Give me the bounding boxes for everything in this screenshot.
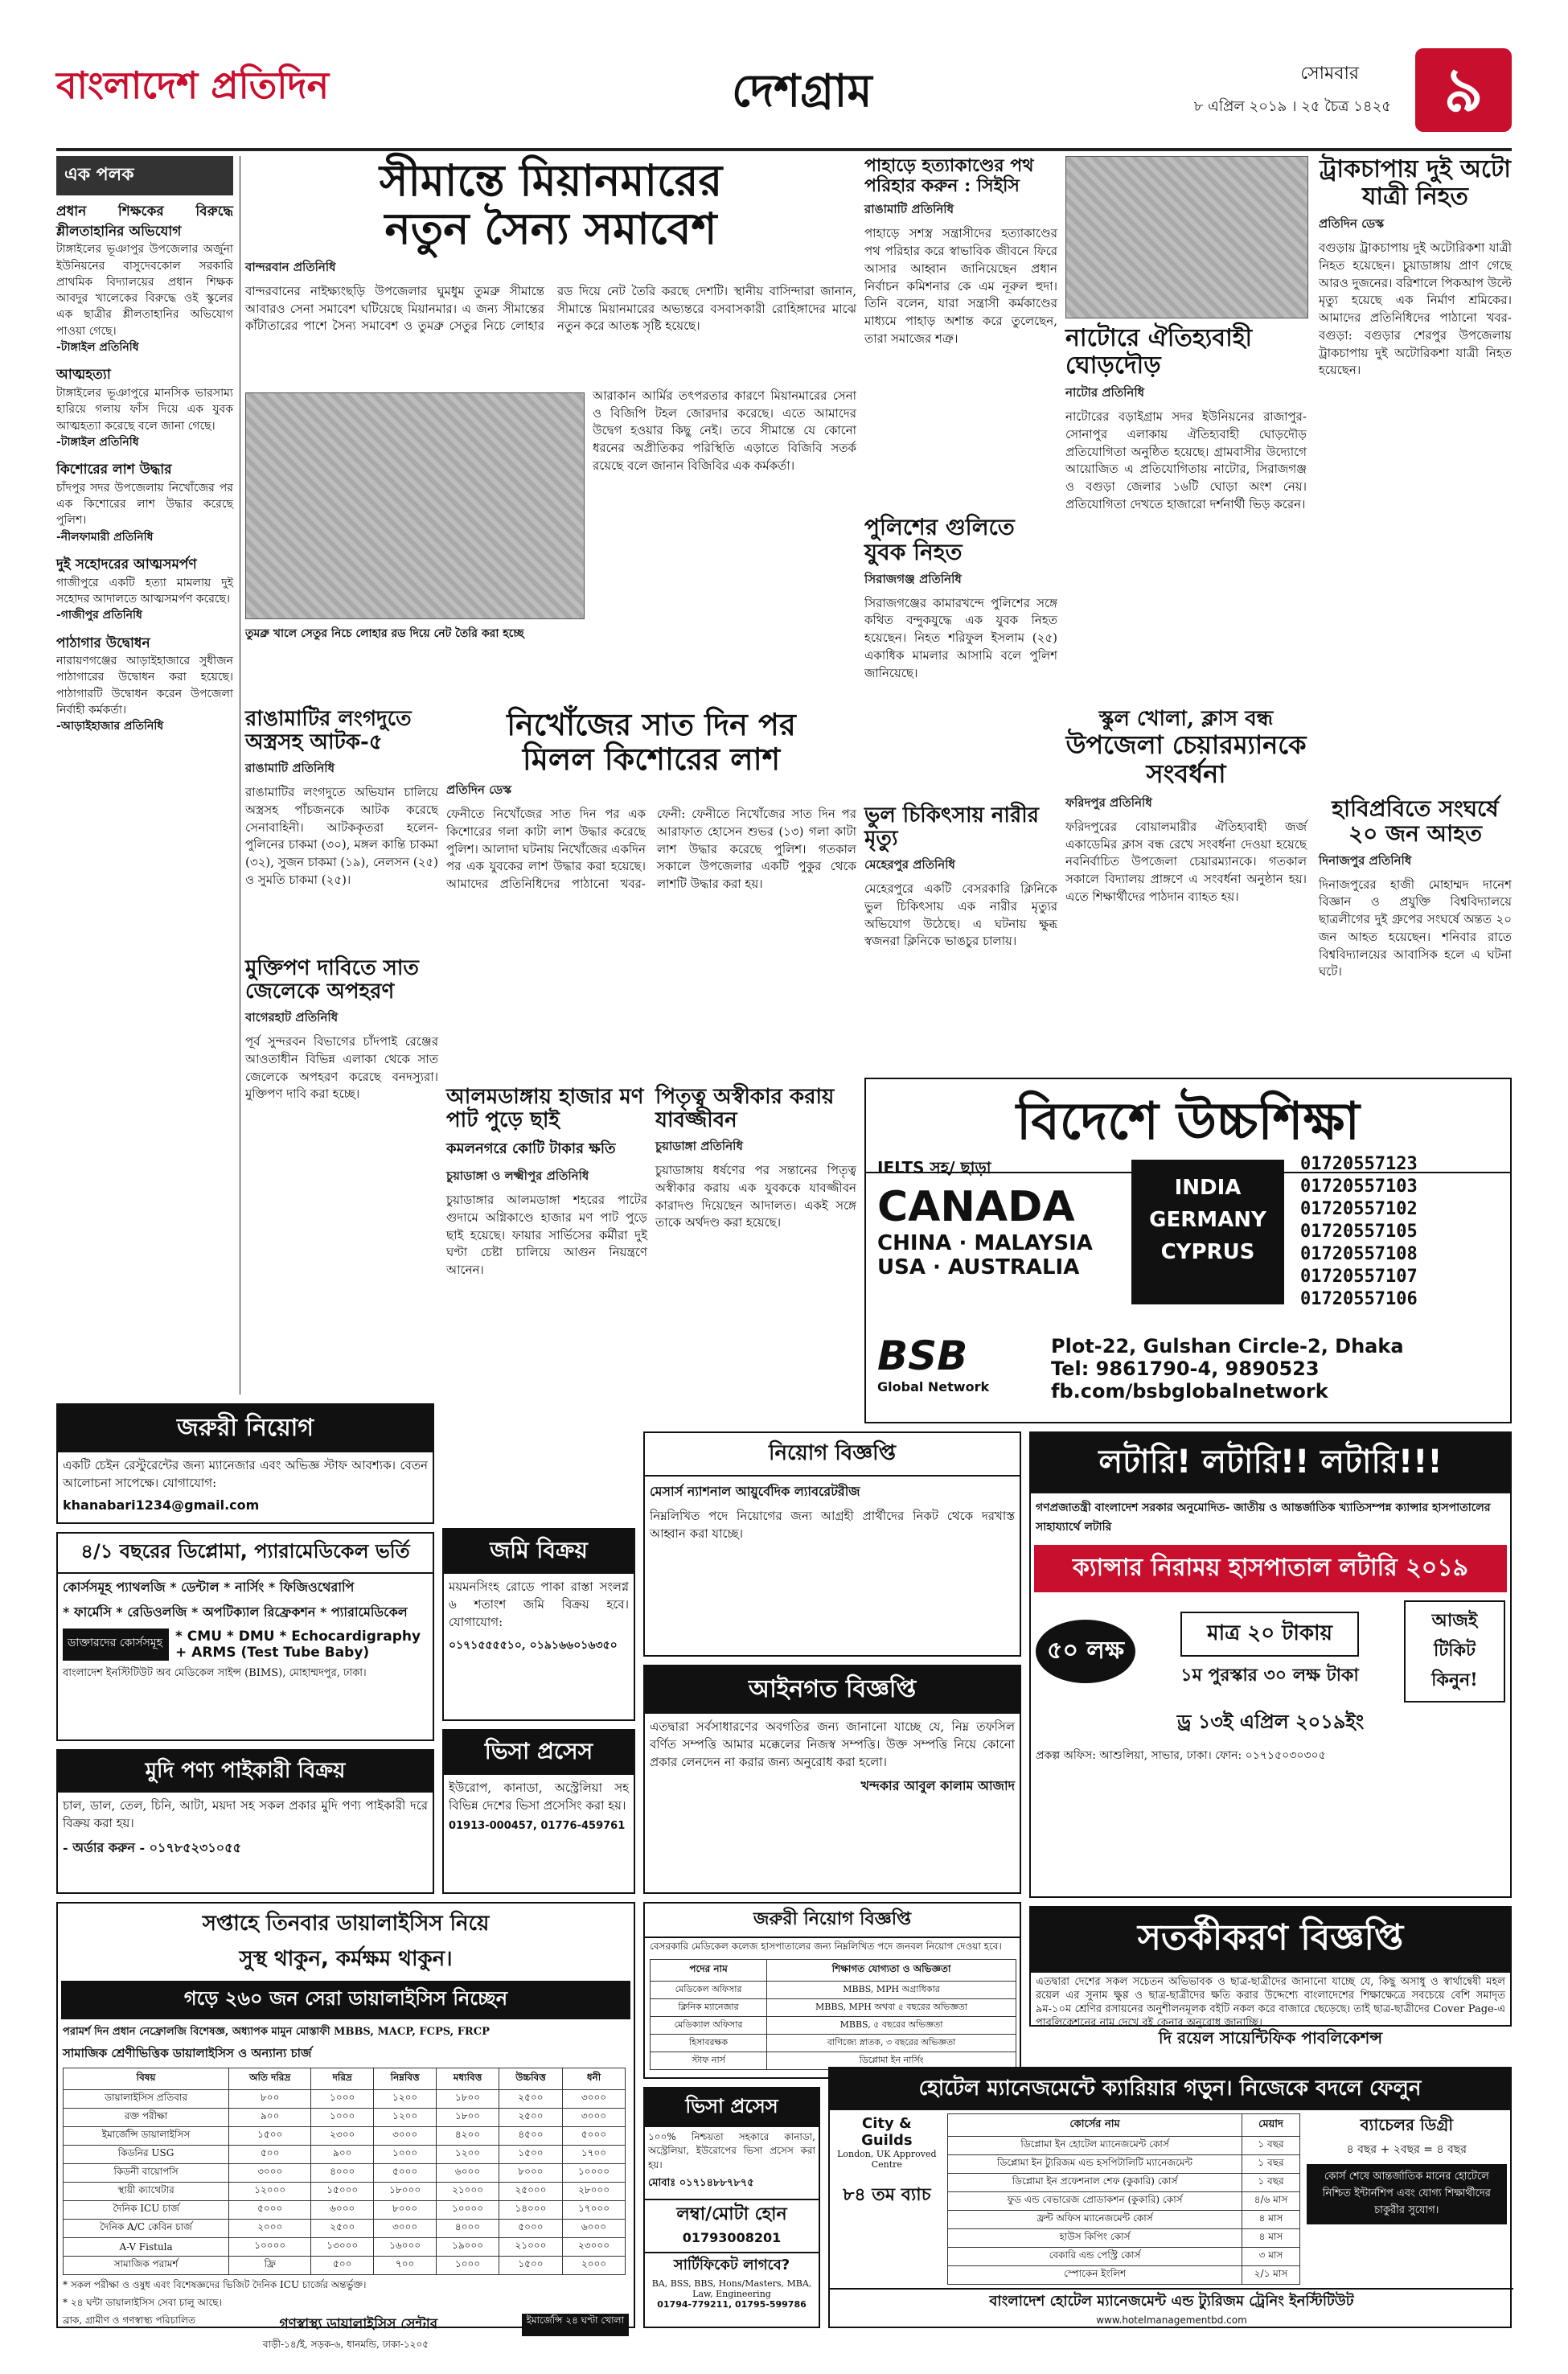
table-cell: ২৩০০০ — [563, 2238, 626, 2257]
table-row — [947, 2229, 1299, 2248]
table-row — [64, 2127, 626, 2146]
masthead — [56, 48, 1512, 145]
table-cell: ২০০০ — [229, 2220, 311, 2238]
table-cell: সামাজিক পরামর্শ — [64, 2257, 229, 2275]
ek-polok-label: এক পলক — [56, 156, 233, 195]
table-cell: ৫০০০ — [229, 2201, 311, 2220]
page-number: ৯ — [1415, 48, 1512, 132]
table-cell: ৬০০০ — [311, 2201, 374, 2220]
table-row — [947, 2192, 1299, 2211]
lead-body: বান্দরবানের নাইক্ষ্যংছড়ি উপজেলার ঘুমধুম তুমব্রু সীমান্তে আবারও সেনা সমাবেশ ঘটিয়েছে মিয়ানমার। এ জন্য সীমান্তের কাঁটাতারের পাশে সৈন্য সমাবেশ ও তুমব্রু সেতুর নিচে লোহার রড দিয়ে নেট তৈরি করছে দেশটি। স্থানীয় বাসিন্দারা জানান, সীমান্তে মিয়ানমারের অভ্যন্তরে বসবাসকারী রোহিঙ্গাদের মাঝে নতুন করে আতঙ্ক সৃষ্টি হয়েছে। — [245, 283, 856, 334]
table-cell: ১২০০ — [437, 2146, 499, 2164]
ad-bideshe: বিদেশে উচ্চশিক্ষা IELTS সহ/ ছাড়া CANADA CHINA · MALAYSIA USA · AUSTRALIA INDIA GERMANY CYPRUS 01720557123 01720557103 01720557102 01720557105 01720557108 01720557107 01720557106 BSB Global Network Plot-22, Gulshan Circle-2, Dhaka Tel: 9861790-4, 9890523 fb.com/bsbglobalnetwork — [864, 1078, 1512, 1423]
table-row — [651, 1982, 1016, 1999]
table-cell: ২৫০০ — [499, 2090, 562, 2109]
table-cell: ৫০০০ — [563, 2127, 626, 2146]
table-row — [64, 2220, 626, 2238]
table-cell: হাউস কিপিং কোর্স — [947, 2229, 1242, 2248]
table-cell: কিডনী বায়োপসি — [64, 2164, 229, 2183]
table-cell: বাণিজ্যে স্নাতক, ৩ বছরের অভিজ্ঞতা — [767, 2035, 1016, 2052]
table-header: বিষয় — [64, 2068, 229, 2090]
table-cell: ডিপ্লোমা ইন ট্যুরিজম এন্ড হসপিটালিটি ম্যানেজমেন্ট — [947, 2155, 1242, 2174]
table-cell: ১ বছর — [1242, 2155, 1299, 2174]
section-name: দেশগ্রাম — [732, 64, 872, 117]
table-cell: ইমার্জেন্সি ডায়ালাইসিস — [64, 2127, 229, 2146]
list-item: দুই সহোদরের আত্মসমর্পণ গাজীপুরে একটি হত্যা মামলায় দুই সহোদর আদালতে আত্মসমর্পণ করেছে। -গাজীপুর প্রতিনিধি — [56, 557, 233, 622]
story-alamdanga: আলমডাঙ্গায় হাজার মণ পাট পুড়ে ছাই কমলনগরে কোটি টাকার ক্ষতি চুয়াডাঙ্গা ও লক্ষ্মীপুর প্রতিনিধি চুয়াডাঙ্গার আলমডাঙ্গা শহরের পাটের গুদামে অগ্নিকাণ্ডে হাজার মণ পাট পুড়ে ছাই হয়েছে। ফায়ার সার্ভিসের কর্মীরা দুই ঘণ্টা চেষ্টা চালিয়ে আগুন নিয়ন্ত্রণে আনেন। — [446, 1085, 647, 1278]
table-cell: ৮০০০ — [374, 2201, 437, 2220]
table-cell: ক্লিনিক ম্যানেজার — [651, 1999, 767, 2017]
horse-race-photo — [1065, 156, 1308, 318]
ad-sotorkikoron: সতর্কীকরণ বিজ্ঞপ্তি এতদ্বারা দেশের সকল সচেতন অভিভাবক ও ছাত্র-ছাত্রীদের জানানো যাচ্ছে যে, কিছু অসাধু ও স্বার্থান্বেষী মহল রয়েল এর সুনাম ক্ষুণ্ণ ও ছাত্র-ছাত্রীদের ক্ষতি করার উদ্দেশ্যে বাংলাদেশের শিক্ষাক্ষেত্রে সবচেয়ে বেশি সমাদৃত ৯ম-১০ম শ্রেণির রসায়নের অনুশীলনমূলক বইটি নকল করে বাজারে ছেড়েছে। তাই ছাত্র-ছাত্রীদের Cover Page-এ পাবলিকেশনের নাম দেখে বই কেনার অনুরোধ জানাচ্ছি। — [1029, 1906, 1512, 2027]
table-cell: হিসাবরক্ষক — [651, 2035, 767, 2052]
ad-mudi: মুদি পণ্য পাইকারী বিক্রয় চাল, ডাল, তেল, চিনি, আটা, ময়দা সহ সকল প্রকার মুদি পণ্য পাইকারী দরে বিক্রয় করা হয়। - অর্ডার করুন - ০১৭৮৫২৩১০৫৫ — [56, 1749, 434, 1894]
table-cell: ফ্রন্ট অফিস ম্যানেজমেন্ট কোর্স — [947, 2211, 1242, 2229]
photo-caption: তুমব্রু খালে সেতুর নিচে লোহার রড দিয়ে নেট তৈরি করা হচ্ছে — [245, 626, 524, 640]
table-cell: ৩০০০ — [563, 2090, 626, 2109]
table-cell: ৬০০০ — [563, 2220, 626, 2238]
table-cell: মেডিক্যাল অফিসার — [651, 2017, 767, 2035]
table-cell: ১৫০০ — [499, 2257, 562, 2275]
table-cell: ২৮০০০ — [563, 2183, 626, 2201]
ad-dialysis: সপ্তাহে তিনবার ডায়ালাইসিস নিয়ে সুস্থ থাকুন, কর্মক্ষম থাকুন। গড়ে ২৬০ জন সেরা ডায়ালাইসিস নিচ্ছেন পরামর্শ দিন প্রধান নেফ্রোলজি বিশেষজ্ঞ, অধ্যাপক মামুন মোস্তাফী MBBS, MACP, FCPS, FRCP সামাজিক শ্রেণীভিত্তিক ডায়ালাইসিস ও অন্যান্য চার্জ বিষয় অতি দরিদ্র দরিদ্র নিম্নবিত্ত মধ্যবিত্ত উচ্চবিত্ত ধনী ডায়ালাইসিস প্রতিবার ৮০০ ১০০০ ১২০০ ১৮০০ ২৫০০ ৩০০০ রক্ত পরীক্ষা ৯০০ ১০০০ ১২০০ ১৮০০ ২৫০০ ৩০০০ ইমার্জেন্সি ডায়ালাইসিস ১৫০০ ২৩০০ ৩০০০ ৪২০০ ৪৫০০ ৫০০০ কিডনির USG ৫০০ ৯০০ ১০০০ ১২০০ ১৫০০ ১৭০০ কিডনী বায়োপসি ৩০০০ ৪০০০ ৫০০০ ৬০০০ ৮০০০ ১০০০০ স্থায়ী ক্যাথেটার ১২০০০ ১৫০০০ ১৮০০০ ২১০০০ ২৫০০০ ২৮০০০ দৈনিক ICU চার্জ ৫০০০ ৬০০০ ৮০০০ ১০০০০ ১৪০০০ ১৭০০০ দৈনিক A/C কেবিন চার্জ ২০০০ ২৫০০ ৩০০০ ৪০০০ ৫০০০ ৬০০০ A-V Fistula ১০০০০ ১৩০০০ ১৬০০০ ১৯০০০ ২১০০০ ২৩০০০ সামাজিক পরামর্শ ফ্রি ৫০০ ৭০০ ১০০০ ১৫০০ ২০০০ * সকল পরীক্ষা ও ওষুধ এবং বিশেষজ্ঞদের ভিজিট দৈনিক ICU চার্জের অন্তর্ভুক্ত। * ২৪ ঘন্টা ডায়ালাইসিস সেবা চালু আছে। ব্রাক, গ্রামীণ ও গণস্বাস্থ্য পরিচালিত গণস্বাস্থ্য ডায়ালাইসিস সেন্টার ইমার্জেন্সি ২৪ ঘণ্টা খোলা বাড়ী-১৪/ই, সড়ক-৬, ধানমন্ডি, ঢাকা-১২০৫ — [56, 1902, 635, 2328]
table-cell: ১৯০০০ — [437, 2238, 499, 2257]
ad-niyog-biggopti: নিয়োগ বিজ্ঞপ্তি মেসার্স ন্যাশনাল আয়ুর্বেদিক ল্যাবরেটরীজ নিম্নলিখিত পদে নিয়োগের জন্য আগ্রহী প্রার্থীদের নিকট থেকে দরখাস্ত আহ্বান করা যাচ্ছে। — [643, 1431, 1021, 1657]
story-trackchapa: ট্রাকচাপায় দুই অটো যাত্রী নিহত প্রতিদিন ডেস্ক বগুড়ায় ট্রাকচাপায় দুই অটোরিকশা যাত্রী নিহত হয়েছেন। চুয়াডাঙ্গায় প্রাণ গেছে আরও দুজনের। বরিশালে পিকআপ উল্টে মৃত্যু হয়েছে এক নির্মাণ শ্রমিকের। আমাদের প্রতিনিধিদের পাঠানো খবর- বগুড়া: বগুড়ার শেরপুর উপজেলায় ট্রাকচাপায় দুই অটোরিকশা যাত্রী নিহত হয়েছেন। — [1319, 155, 1512, 378]
table-cell: ১৮০০০ — [374, 2183, 437, 2201]
ad-visa-2: ভিসা প্রসেস ১০০% নিশ্চয়তা সহকারে কানাডা, অস্ট্রেলিয়া, ইউরোপের ভিসা প্রসেস করা হয়। মোবাঃ ০১৭১৪৮৮৭৮৭৫ লম্বা/মোটা হোন 01793008201 সার্টিফিকেট লাগবে? BA, BSS, BBS, Hons/Masters, MBA, Law, Engineering 01794-779211, 01795-599786 — [643, 2087, 820, 2328]
day: সোমবার — [1300, 64, 1359, 84]
table-cell: স্টাফ নার্স — [651, 2052, 767, 2070]
ek-polok-column — [56, 156, 233, 1394]
table-cell: দৈনিক ICU চার্জ — [64, 2201, 229, 2220]
story-cec: পাহাড়ে হত্যাকাণ্ডের পথ পরিহার করুন : সিইসি রাঙামাটি প্রতিনিধি পাহাড়ে সশস্ত্র সন্ত্রাসীদের হত্যাকাণ্ডের পথ পরিহার করে স্বাভাবিক জীবনে ফিরে আসার আহ্বান জানিয়েছেন প্রধান নির্বাচন কমিশনার কে এম নূরুল হুদা। তিনি বলেন, যারা সন্ত্রাসী কর্মকাণ্ডের মাধ্যমে পাহাড় অশান্ত করে তুলেছেন, তারা সমাজের শত্রু। — [864, 155, 1057, 346]
ad-diploma: ৪/১ বছরের ডিপ্লোমা, প্যারামেডিকেল ভর্তি কোর্সসমূহ প্যাথলজি * ডেন্টাল * নার্সিং * ফিজিওথেরাপি * ফার্মেসি * রেডিওলজি * অপটিক্যাল রিফ্রেকশন * প্যারামেডিকেল ডাক্তারদের কোর্সসমূহ * CMU * DMU * Echocardigraphy + ARMS (Test Tube Baby) বাংলাদেশ ইনস্টিটিউট অব মেডিকেল সাইন্স (BIMS), মোহাম্মদপুর, ঢাকা। — [56, 1532, 434, 1741]
story-kishore: নিখোঁজের সাত দিন পর মিলল কিশোরের লাশ প্রতিদিন ডেস্ক ফেনীতে নিখোঁজের সাত দিন পর এক কিশোরের গলা কাটা লাশ উদ্ধার করেছে পুলিশ। আলাদা ঘটনায় নিখোঁজের একদিন পর এক যুবকের লাশ উদ্ধার করা হয়েছে। আমাদের প্রতিনিধিদের পাঠানো খবর- ফেনী: ফেনীতে নিখোঁজের সাত দিন পর আরাফাত হোসেন শুভর (১৩) গলা কাটা লাশ উদ্ধার করেছে পুলিশ। গতকাল সকালে উপজেলার একটি পুকুর থেকে লাশটি উদ্ধার করা হয়। — [446, 706, 856, 892]
table-cell: ৭০০ — [374, 2257, 437, 2275]
table-cell: মেডিকেল অফিসার — [651, 1982, 767, 1999]
table-cell: ১৭০০০ — [563, 2201, 626, 2220]
table-row — [947, 2211, 1299, 2229]
lead-photo — [245, 392, 585, 619]
table-cell: ১৫০০০ — [311, 2183, 374, 2201]
table-cell: ২১০০০ — [437, 2183, 499, 2201]
table-cell: ৪ মাস — [1242, 2229, 1299, 2248]
table-cell: ডায়ালাইসিস প্রতিবার — [64, 2090, 229, 2109]
story-mukti: মুক্তিপণ দাবিতে সাত জেলেকে অপহরণ বাগেরহাট প্রতিনিধি পূর্ব সুন্দরবন বিভাগের চাঁদপাই রেঞ্জের আওতাধীন বিভিন্ন এলাকা থেকে সাত জেলেকে অপহরণ করেছে বনদস্যুরা। মুক্তিপণ দাবি করা হচ্ছে। — [245, 956, 438, 1102]
table-cell: দৈনিক A/C কেবিন চার্জ — [64, 2220, 229, 2238]
table-header: দরিদ্র — [311, 2068, 374, 2090]
niyog-table: পদের নাম শিক্ষাগত যোগ্যতা ও অভিজ্ঞতা মেডিকেল অফিসার MBBS, MPH অগ্রাধিকার ক্লিনিক ম্যানেজার MBBS, MPH অথবা ৫ বছরের অভিজ্ঞতা মেডিক্যাল অফিসার MBBS, ৫ বছরের অভিজ্ঞতা হিসাবরক্ষক বাণিজ্যে স্নাতক, ৩ বছরের অভিজ্ঞতা স্টাফ নার্স ডিপ্লোমা ইন নার্সিং — [650, 1959, 1016, 2070]
story-pitritto: পিতৃত্ব অস্বীকার করায় যাবজ্জীবন চুয়াডাঙ্গা প্রতিনিধি চুয়াডাঙ্গায় ধর্ষণের পর সন্তানের পিতৃত্ব অস্বীকার করায় এক যুবককে যাবজ্জীবন কারাদণ্ড দিয়েছেন আদালত। একই সঙ্গে তাকে অর্থদণ্ড করা হয়েছে। — [655, 1085, 856, 1230]
table-cell: রক্ত পরীক্ষা — [64, 2109, 229, 2127]
table-cell: স্পোকেন ইংলিশ — [947, 2266, 1242, 2285]
story-hobiprovite: হাবিপ্রবিতে সংঘর্ষে ২০ জন আহত দিনাজপুর প্রতিনিধি দিনাজপুরের হাজী মোহাম্মদ দানেশ বিজ্ঞান ও প্রযুক্তি বিশ্ববিদ্যালয়ে ছাত্রলীগের দুই গ্রুপের সংঘর্ষে অন্তত ২০ জন আহত হয়েছেন। শনিবার রাতে বিশ্ববিদ্যালয়ের আবাসিক হলে এ ঘটনা ঘটে। — [1319, 795, 1512, 980]
table-cell: ১৬০০০ — [374, 2238, 437, 2257]
story-bhul: ভুল চিকিৎসায় নারীর মৃত্যু মেহেরপুর প্রতিনিধি মেহেরপুরে একটি বেসরকারি ক্লিনিকে ভুল চিকিৎসায় এক নারীর মৃত্যুর অভিযোগ উঠেছে। এ ঘটনায় ক্ষুব্ধ স্বজনরা ক্লিনিকে ভাঙচুর চালায়। — [864, 803, 1057, 949]
table-row — [947, 2174, 1299, 2192]
table-cell: ডিপ্লোমা ইন নার্সিং — [767, 2052, 1016, 2070]
table-cell: ৪০০০ — [437, 2220, 499, 2238]
table-header: অতি দরিদ্র — [229, 2068, 311, 2090]
table-cell: ৫০০ — [229, 2146, 311, 2164]
table-cell: ডিপ্লোমা ইন হোটেল ম্যানেজমেন্ট কোর্স — [947, 2137, 1242, 2155]
table-row — [64, 2164, 626, 2183]
table-cell: ২৫০০ — [311, 2220, 374, 2238]
table-cell: ১ বছর — [1242, 2137, 1299, 2155]
byline: বান্দরবান প্রতিনিধি — [245, 259, 336, 274]
table-cell: ৪/৬ মাস — [1242, 2192, 1299, 2211]
table-cell: ৪২০০ — [437, 2127, 499, 2146]
table-cell: ১০০০ — [437, 2257, 499, 2275]
table-row — [947, 2137, 1299, 2155]
ad-ainagoto: আইনগত বিজ্ঞপ্তি এতদ্বারা সর্বসাধারণের অবগতির জন্য জানানো যাচ্ছে যে, নিম্ন তফসিল বর্ণিত সম্পত্তি আমার মক্কেলের নিজস্ব সম্পত্তি। উক্ত সম্পত্তি নিয়ে কোনো প্রকার লেনদেন না করার জন্য অনুরোধ করা হলো। খন্দকার আবুল কালাম আজাদ — [643, 1665, 1021, 1894]
ad-jaruri-niyog: জরুরী নিয়োগ একটি চেইন রেস্টুরেন্টের জন্য ম্যানেজার এবং অভিজ্ঞ স্টাফ আবশ্যক। বেতন আলোচনা সাপেক্ষে। যোগাযোগ: khanabari1234@gmail.com — [56, 1403, 434, 1524]
table-cell: ৫০০০ — [374, 2164, 437, 2183]
table-cell: ১২০০ — [374, 2090, 437, 2109]
lead-story — [245, 156, 856, 703]
table-cell: ৪০০০ — [311, 2164, 374, 2183]
date: ৮ এপ্রিল ২০১৯ । ২৫ চৈত্র ১৪২৫ — [1193, 98, 1391, 115]
table-cell: ৩ মাস — [1242, 2248, 1299, 2266]
table-cell: ৫০০০ — [499, 2220, 562, 2238]
ad-visa-1: ভিসা প্রসেস ইউরোপ, কানাডা, অস্ট্রেলিয়া সহ বিভিন্ন দেশের ভিসা প্রসেসিং করা হয়। 01913-000457, 01776-459761 — [442, 1729, 635, 1894]
ad-sotorkikoron-footer: দি রয়েল সায়েন্টিফিক পাবলিকেশন্স — [1158, 2028, 1383, 2047]
table-cell: ১০০০ — [374, 2146, 437, 2164]
masthead-logo — [56, 58, 394, 122]
table-cell: ১৭০০ — [563, 2146, 626, 2164]
table-cell: ২৫০০০ — [499, 2183, 562, 2201]
table-row — [64, 2146, 626, 2164]
table-row — [64, 2257, 626, 2275]
table-row — [64, 2183, 626, 2201]
table-cell: ফুড এন্ড বেভারেজ প্রোডাকশন (কুকারি) কোর্স — [947, 2192, 1242, 2211]
table-cell: ১৪০০০ — [499, 2201, 562, 2220]
table-cell: স্থায়ী ক্যাথেটার — [64, 2183, 229, 2201]
table-cell: ৬০০০ — [437, 2164, 499, 2183]
dialysis-table — [63, 2068, 626, 2275]
table-row — [64, 2201, 626, 2220]
table-cell: MBBS, ৫ বছরের অভিজ্ঞতা — [767, 2017, 1016, 2035]
table-row — [947, 2248, 1299, 2266]
table-cell: ১০০০০ — [229, 2238, 311, 2257]
list-item: প্রধান শিক্ষকের বিরুদ্ধে শ্লীলতাহানির অভিযোগ টাঙ্গাইলের ভূঞাপুর উপজেলার অর্জুনা ইউনিয়নের বাসুদেবকোল সরকারি প্রাথমিক বিদ্যালয়ের প্রধান শিক্ষক আবদুর খালেকের বিরুদ্ধে ওই স্কুলের এক ছাত্রীর শ্লীলতাহানির অভিযোগ পাওয়া গেছে। -টাঙ্গাইল প্রতিনিধি — [56, 203, 233, 355]
ad-lottery: লটারি! লটারি!! লটারি!!! গণপ্রজাতন্ত্রী বাংলাদেশ সরকার অনুমোদিত- জাতীয় ও আন্তর্জাতিক খ্যাতিসম্পন্ন ক্যান্সার হাসপাতালের সাহায্যার্থে লটারি ক্যান্সার নিরাময় হাসপাতাল লটারি ২০১৯ ৫০ লক্ষ মাত্র ২০ টাকায় ১ম পুরস্কার ৩০ লক্ষ টাকা আজই টিকিট কিনুন! ড্র ১৩ই এপ্রিল ২০১৯ইং প্রকল্প অফিস: আশুলিয়া, সাভার, ঢাকা। ফোন: ০১৭১৫০৩০৩০৫ — [1029, 1431, 1512, 1898]
table-cell: ২/১ মাস — [1242, 2266, 1299, 2285]
table-row — [947, 2155, 1299, 2174]
table-cell: ১০০০ — [311, 2109, 374, 2127]
table-cell: ২০০০ — [563, 2257, 626, 2275]
ad-jomi: জমি বিক্রয় ময়মনসিংহ রোডে পাকা রাস্তা সংলগ্ন ৬ শতাংশ জমি বিক্রয় হবে। যোগাযোগ: ০১৭১৫৫৫৫১০, ০১৯১৬৬০১৬৩৫০ — [442, 1528, 635, 1721]
table-row — [651, 2017, 1016, 2035]
table-cell: বেকারি এন্ড পেস্ট্রি কোর্স — [947, 2248, 1242, 2266]
logo-text: বাংলাদেশ প্রতিদিন — [56, 64, 330, 107]
ad-jaruri-niyog-2: জরুরী নিয়োগ বিজ্ঞপ্তি বেসরকারি মেডিকেল কলেজ হাসপাতালের জন্য নিম্নলিখিত পদে জনবল নিয়োগ দেওয়া হবে। পদের নাম শিক্ষাগত যোগ্যতা ও অভিজ্ঞতা মেডিকেল অফিসার MBBS, MPH অগ্রাধিকার ক্লিনিক ম্যানেজার MBBS, MPH অথবা ৫ বছরের অভিজ্ঞতা মেডিক্যাল অফিসার MBBS, ৫ বছরের অভিজ্ঞতা হিসাবরক্ষক বাণিজ্যে স্নাতক, ৩ বছরের অভিজ্ঞতা স্টাফ নার্স ডিপ্লোমা ইন নার্সিং — [643, 1902, 1021, 2079]
table-cell: ৩০০০ — [229, 2164, 311, 2183]
table-header: মধ্যবিত্ত — [437, 2068, 499, 2090]
table-cell: ১ বছর — [1242, 2174, 1299, 2192]
table-row — [651, 2035, 1016, 2052]
table-header: নিম্নবিত্ত — [374, 2068, 437, 2090]
course-table: কোর্সের নাম মেয়াদ ডিপ্লোমা ইন হোটেল ম্যানেজমেন্ট কোর্স ১ বছর ডিপ্লোমা ইন ট্যুরিজম এন্ড হসপিটালিটি ম্যানেজমেন্ট ১ বছর ডিপ্লোমা ইন প্রফেশনাল শেফ (কুকারি) কোর্স ১ বছর ফুড এন্ড বেভারেজ প্রোডাকশন (কুকারি) কোর্স ৪/৬ মাস ফ্রন্ট অফিস ম্যানেজমেন্ট কোর্স ৪ মাস হাউস কিপিং কোর্স ৪ মাস বেকারি এন্ড পেস্ট্রি কোর্স ৩ মাস স্পোকেন ইংলিশ ২/১ মাস — [947, 2113, 1300, 2285]
table-cell: ১০০০ — [311, 2090, 374, 2109]
table-cell: ১৮০০ — [437, 2090, 499, 2109]
list-item: পাঠাগার উদ্বোধন নারায়ণগঞ্জের আড়াইহাজারে সুধীজন পাঠাগারের উদ্বোধন করা হয়েছে। পাঠাগারটি উদ্বোধন করেন উপজেলা নির্বাহী কর্মকর্তা। -আড়াইহাজার প্রতিনিধি — [56, 635, 233, 733]
story-school: স্কুল খোলা, ক্লাস বন্ধ উপজেলা চেয়ারম্যানকে সংবর্ধনা ফরিদপুর প্রতিনিধি ফরিদপুরের বোয়ালমারীর ঐতিহ্যবাহী জর্জ একাডেমির ক্লাস বন্ধ রেখে সংবর্ধনা দেওয়া হয়েছে নবনির্বাচিত উপজেলা চেয়ারম্যানকে। গতকাল সকালে বিদ্যালয় প্রাঙ্গণে এ সংবর্ধনা অনুষ্ঠান হয়। এতে শিক্ষার্থীদের পাঠদান ব্যাহত হয়। — [1065, 707, 1307, 904]
table-cell: ১২০০ — [374, 2109, 437, 2127]
table-cell: কিডনির USG — [64, 2146, 229, 2164]
table-cell: A-V Fistula — [64, 2238, 229, 2257]
lead-headline: সীমান্তে মিয়ানমারের নতুন সৈন্য সমাবেশ — [379, 154, 723, 255]
table-cell: ১০০০০ — [437, 2201, 499, 2220]
ad-hotel: হোটেল ম্যানেজমেন্টে ক্যারিয়ার গড়ুন। নিজেকে বদলে ফেলুন City & Guilds London, UK Approved Centre ৮৪ তম ব্যাচ কোর্সের নাম মেয়াদ ডিপ্লোমা ইন হোটেল ম্যানেজমেন্ট কোর্স ১ বছর ডিপ্লোমা ইন ট্যুরিজম এন্ড হসপিটালিটি ম্যানেজমেন্ট ১ বছর ডিপ্লোমা ইন প্রফেশনাল শেফ (কুকারি) কোর্স ১ বছর ফুড এন্ড বেভারেজ প্রোডাকশন (কুকারি) কোর্স ৪/৬ মাস ফ্রন্ট অফিস ম্যানেজমেন্ট কোর্স ৪ মাস হাউস কিপিং কোর্স ৪ মাস বেকারি এন্ড পেস্ট্রি কোর্স ৩ মাস স্পোকেন ইংলিশ ২/১ মাস ব্যাচেলর ডিগ্রী ৪ বছর + ২বছর = ৪ বছর কোর্স শেষে আন্তর্জাতিক মানের হোটেলে নিশ্চিত ইন্টার্নশিপ এবং যোগ্য শিক্ষার্থীদের চাকুরীর সুযোগ। বাংলাদেশ হোটেল ম্যানেজমেন্ট এন্ড ট্যুরিজম ট্রেনিং ইনস্টিটিউট www.hotelmanagementbd.com — [828, 2067, 1512, 2328]
table-cell: ৮০০০ — [499, 2164, 562, 2183]
list-item: আত্মহত্যা টাঙ্গাইলের ভূঞাপুরে মানসিক ভারসাম্য হারিয়ে গলায় ফাঁস দিয়ে এক যুবক আত্মহত্যা করেছে বলে জানা গেছে। -টাঙ্গাইল প্রতিনিধি — [56, 367, 233, 449]
table-cell: ১৫০০ — [499, 2146, 562, 2164]
table-row — [64, 2090, 626, 2109]
table-cell: ১০০০০ — [563, 2164, 626, 2183]
story-horse-race: নাটোরে ঐতিহ্যবাহী ঘোড়দৌড় নাটোর প্রতিনিধি নাটোরের বড়াইগ্রাম সদর ইউনিয়নের রাজাপুর-সোনাপুর এলাকায় ঐতিহ্যবাহী ঘোড়দৌড় প্রতিযোগিতা অনুষ্ঠিত হয়েছে। গ্রামবাসীর উদ্যোগে আয়োজিত এ প্রতিযোগিতায় নাটোর, সিরাজগঞ্জ ও বগুড়া জেলার ১৬টি ঘোড়া অংশ নেয়। প্রতিযোগিতা দেখতে হাজারো দর্শনার্থী ভিড় করেন। — [1065, 156, 1307, 703]
table-row — [64, 2109, 626, 2127]
table-cell: ২৫০০ — [499, 2109, 562, 2127]
table-cell: ৩০০০ — [563, 2109, 626, 2127]
table-cell: ১৫০০ — [229, 2127, 311, 2146]
table-cell: MBBS, MPH অগ্রাধিকার — [767, 1982, 1016, 1999]
list-item: কিশোরের লাশ উদ্ধার চাঁদপুর সদর উপজেলায় নিখোঁজের পর এক কিশোরের লাশ উদ্ধার করেছে পুলিশ। -নীলফামারী প্রতিনিধি — [56, 462, 233, 544]
story-rangamati: রাঙামাটির লংগদুতে অস্ত্রসহ আটক-৫ রাঙামাটি প্রতিনিধি রাঙামাটির লংগদুতে অভিযান চালিয়ে অস্ত্রসহ পাঁচজনকে আটক করেছে সেনাবাহিনী। আটককৃতরা হলেন- পুলিনের চাকমা (৩০), মঙ্গল কান্তি চাকমা (৩২), সুজন চাকমা (১৯), নেলসন (২৫) ও সুমতি চাকমা (২৫)। — [245, 707, 438, 887]
table-cell: ৯০০ — [311, 2146, 374, 2164]
table-cell: ৪ মাস — [1242, 2211, 1299, 2229]
table-cell: ৮০০ — [229, 2090, 311, 2109]
table-cell: ১৩০০০ — [311, 2238, 374, 2257]
table-cell: ২১০০০ — [499, 2238, 562, 2257]
table-header: ধনী — [563, 2068, 626, 2090]
table-cell: ৩০০০ — [374, 2220, 437, 2238]
table-cell: ফ্রি — [229, 2257, 311, 2275]
table-cell: ৩০০০ — [374, 2127, 437, 2146]
table-cell: ডিপ্লোমা ইন প্রফেশনাল শেফ (কুকারি) কোর্স — [947, 2174, 1242, 2192]
table-header: উচ্চবিত্ত — [499, 2068, 562, 2090]
table-row — [64, 2238, 626, 2257]
table-cell: ৪৫০০ — [499, 2127, 562, 2146]
table-cell: ৯০০ — [229, 2109, 311, 2127]
story-police: পুলিশের গুলিতে যুবক নিহত সিরাজগঞ্জ প্রতিনিধি সিরাজগঞ্জের কামারখন্দে পুলিশের সঙ্গে কথিত বন্দুকযুদ্ধে এক যুবক নিহত হয়েছেন। নিহত শরিফুল ইসলাম (২৫) একাধিক মামলার আসামি বলে পুলিশ জানিয়েছে। — [864, 514, 1057, 680]
table-cell: ১৮০০ — [437, 2109, 499, 2127]
table-cell: ৫০০ — [311, 2257, 374, 2275]
table-row — [651, 1999, 1016, 2017]
table-cell: ২৩০০ — [311, 2127, 374, 2146]
table-row — [947, 2266, 1299, 2285]
lead-body-2: আরাকান আর্মির তৎপরতার কারণে মিয়ানমারের সেনা ও বিজিপি টহল জোরদার করেছে। এতে আমাদের উদ্বেগ হওয়ার কিছু নেই। তবে সীমান্তে যে কোনো ধরনের অপ্রীতিকর পরিস্থিতি এড়াতে বিজিবি সতর্ক রয়েছে বলে জানান বিজিবির এক কর্মকর্তা। — [593, 388, 856, 473]
table-cell: MBBS, MPH অথবা ৫ বছরের অভিজ্ঞতা — [767, 1999, 1016, 2017]
table-cell: ১২০০০ — [229, 2183, 311, 2201]
